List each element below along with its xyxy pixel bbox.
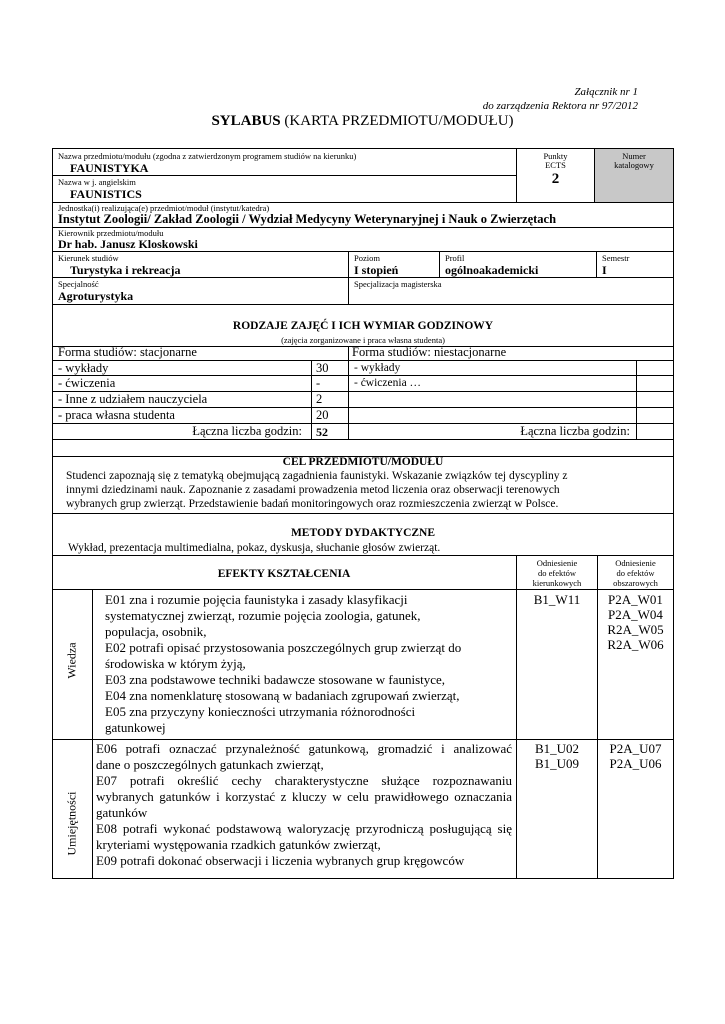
- knowledge-line-1: E01 zna i rozumie pojęcia faunistyka i zasady klasyfikacji: [105, 592, 408, 607]
- nonstationary-lectures-label: - wykłady: [354, 362, 401, 374]
- field-ref-header-1: Odniesienie: [536, 558, 578, 568]
- stationary-selfwork-hours: 20: [316, 408, 329, 422]
- area-ref-header-3: obszarowych: [613, 578, 658, 588]
- effects-section-title: EFEKTY KSZTAŁCENIA: [217, 568, 351, 580]
- skills-line-1: E06 potrafi oznaczać przynależność gatunkową, gromadzić i analizować: [96, 741, 512, 756]
- methods-section-title: METODY DYDAKTYCZNE: [290, 527, 436, 539]
- master-specialization-label: Specjalizacja magisterska: [354, 279, 442, 289]
- skills-line-5: gatunków: [96, 805, 148, 820]
- unit-label: Jednostka(i) realizująca(e) przedmiot/moduł (instytut/katedra): [58, 203, 270, 213]
- skills-line-7: kryteriami występowania rzadkich gatunków zwierząt,: [96, 837, 381, 852]
- methods-text: Wykład, prezentacja multimedialna, pokaz, dyskusja, słuchanie głosów zwierząt.: [68, 542, 441, 554]
- hours-section-subtitle: (zajęcia zorganizowane i praca własna studenta): [281, 335, 445, 345]
- knowledge-area-ref-2: P2A_W04: [608, 607, 663, 622]
- knowledge-line-2: systematycznej zwierząt, rozumie pojęcia zoologia, gatunek,: [105, 608, 421, 623]
- knowledge-area-ref-3: R2A_W05: [607, 622, 664, 637]
- head-value: Dr hab. Janusz Kloskowski: [58, 237, 198, 251]
- skills-line-4: wybranych gatunków i korzystać z kluczy w celu prawidłowego oznaczania: [96, 789, 512, 804]
- ects-value: 2: [551, 171, 560, 187]
- total-hours-ns-label: Łączna liczba godzin:: [520, 424, 630, 438]
- goal-line-3: wybranych grup zwierząt. Przedstawienie badań monitoringowych oraz rozmieszczenia zwierząt w Polsce.: [66, 498, 559, 510]
- profile-value: ogólnoakademicki: [445, 263, 539, 277]
- nonstationary-exercises-label: - ćwiczenia …: [354, 377, 422, 389]
- knowledge-area-ref-1: P2A_W01: [608, 592, 663, 607]
- skills-line-3: E07 potrafi określić cechy charakterystyczne służące rozpoznawaniu: [96, 773, 512, 788]
- title-bold: SYLABUS: [211, 113, 281, 129]
- title-rest: (KARTA PRZEDMIOTU/MODUŁU): [280, 113, 514, 129]
- english-name-label: Nazwa w j. angielskim: [58, 177, 136, 187]
- goal-section-title: CEL PRZEDMIOTU/MODUŁU: [282, 456, 444, 468]
- knowledge-line-6: E03 zna podstawowe techniki badawcze stosowane w faunistyce,: [105, 672, 446, 687]
- course-name-value: FAUNISTYKA: [70, 161, 149, 175]
- level-label: Poziom: [354, 253, 380, 263]
- area-ref-header-2: do efektów: [616, 568, 655, 578]
- stationary-teacher-label: - Inne z udziałem nauczyciela: [58, 392, 208, 406]
- knowledge-line-7: E04 zna nomenklaturę stosowaną w badaniach zgrupowań zwierząt,: [105, 688, 460, 703]
- skills-line-6: E08 potrafi wykonać podstawową waloryzację przyrodniczą posługującą się: [96, 821, 512, 836]
- skills-line-2: dane o poszczególnych gatunkach zwierząt,: [96, 757, 324, 772]
- skills-line-8: E09 potrafi dokonać obserwacji i liczenia wybranych grup kręgowców: [96, 853, 465, 868]
- total-hours-label: Łączna liczba godzin:: [192, 424, 302, 438]
- stationary-selfwork-label: - praca własna studenta: [58, 408, 175, 422]
- knowledge-field-ref-1: B1_W11: [533, 592, 581, 607]
- head-label: Kierownik przedmiotu/modułu: [58, 228, 164, 238]
- knowledge-line-5: środowiska w którym żyją,: [105, 656, 246, 671]
- stationary-lectures-hours: 30: [316, 361, 329, 375]
- knowledge-area-ref-4: R2A_W06: [607, 637, 664, 652]
- decree-label: do zarządzenia Rektora nr 97/2012: [482, 100, 638, 112]
- english-name-value: FAUNISTICS: [70, 187, 142, 201]
- annex-label: Załącznik nr 1: [574, 86, 638, 98]
- skills-label: Umiejętności: [64, 791, 79, 856]
- specialty-label: Specjalność: [58, 279, 99, 289]
- stationary-teacher-hours: 2: [316, 392, 323, 406]
- ects-label-1: Punkty: [543, 151, 568, 161]
- area-ref-header-1: Odniesienie: [615, 558, 656, 568]
- course-name-label: Nazwa przedmiotu/modułu (zgodna z zatwierdzonym programem studiów na kierunku): [58, 151, 357, 161]
- skills-field-ref-2: B1_U09: [534, 756, 580, 771]
- field-ref-header-2: do efektów: [537, 568, 576, 578]
- field-ref-header-3: kierunkowych: [532, 578, 582, 588]
- total-hours-value: 52: [316, 425, 328, 439]
- page-title: [0, 113, 725, 130]
- stationary-exercises-label: - ćwiczenia: [58, 376, 116, 390]
- ects-label-2: ECTS: [545, 160, 566, 170]
- stationary-exercises-hours: -: [316, 376, 321, 390]
- knowledge-label: Wiedza: [64, 642, 79, 679]
- semester-value: I: [602, 263, 607, 277]
- field-of-study-value: Turystyka i rekreacja: [70, 263, 181, 277]
- skills-area-ref-1: P2A_U07: [609, 741, 662, 756]
- semester-label: Semestr: [602, 253, 630, 263]
- knowledge-line-8: E05 zna przyczyny konieczności utrzymania różnorodności: [105, 704, 416, 719]
- catalog-label-2: katalogowy: [614, 160, 654, 170]
- catalog-label-1: Numer: [622, 151, 646, 161]
- hours-section-title: RODZAJE ZAJĘĆ I ICH WYMIAR GODZINOWY: [232, 320, 494, 332]
- knowledge-line-3: populacja, osobnik,: [105, 624, 207, 639]
- specialty-value: Agroturystyka: [58, 289, 134, 303]
- goal-line-2: innymi dziedzinami nauk. Zapoznanie z zasadami prowadzenia metod liczenia oraz obserwacji terenowych: [66, 484, 560, 496]
- skills-area-ref-2: P2A_U06: [609, 756, 662, 771]
- unit-value: Instytut Zoologii/ Zakład Zoologii / Wydział Medycyny Weterynaryjnej i Nauk o Zwierzętach: [58, 212, 557, 226]
- level-value: I stopień: [354, 263, 399, 277]
- profile-label: Profil: [445, 253, 465, 263]
- goal-line-1: Studenci zapoznają się z tematyką obejmującą zagadnienia faunistyki. Wskazanie związków tej dyscypliny z: [66, 470, 568, 482]
- stationary-form-label: Forma studiów: stacjonarne: [58, 345, 197, 359]
- field-of-study-label: Kierunek studiów: [58, 253, 119, 263]
- nonstationary-form-label: Forma studiów: niestacjonarne: [352, 345, 507, 359]
- stationary-lectures-label: - wykłady: [58, 361, 109, 375]
- skills-field-ref-1: B1_U02: [534, 741, 580, 756]
- knowledge-line-9: gatunkowej: [105, 720, 166, 735]
- knowledge-line-4: E02 potrafi opisać przystosowania poszczególnych grup zwierząt do: [105, 640, 462, 655]
